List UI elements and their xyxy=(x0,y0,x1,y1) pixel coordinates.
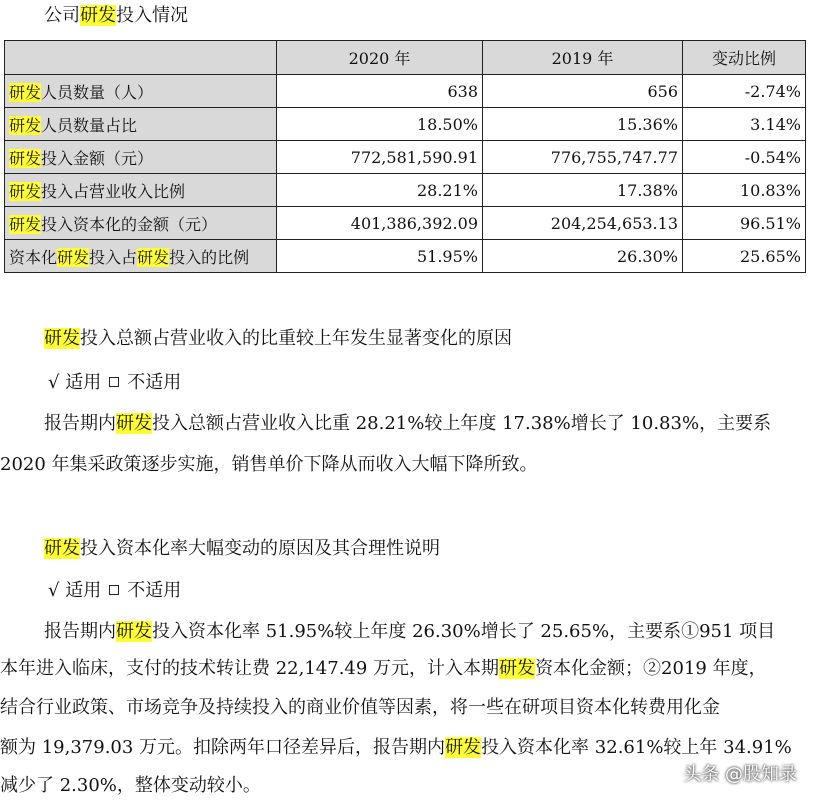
label-part: 投入资本化的金额（元） xyxy=(41,214,218,234)
s2-l4-hl: 研发 xyxy=(445,737,482,758)
check-mark-icon: √ xyxy=(48,580,60,601)
title-highlight: 研发 xyxy=(80,5,116,26)
s2-l1-pre: 报告期内 xyxy=(44,621,116,642)
s2-l5: 减少了 2.30%，整体变动较小。 xyxy=(0,775,261,796)
value-2020: 51.95% xyxy=(277,240,483,273)
s2-l2-post: 资本化金额；②2019 年度， xyxy=(535,658,767,679)
section-title xyxy=(44,4,188,28)
label-part: 人员数量（人） xyxy=(41,82,154,102)
row-label xyxy=(5,108,277,141)
section2-line4 xyxy=(0,736,813,760)
section2-heading-text: 投入资本化率大幅变动的原因及其合理性说明 xyxy=(80,538,440,559)
table-row xyxy=(5,141,806,174)
not-applicable-label: 不适用 xyxy=(127,580,182,601)
table-row xyxy=(5,240,806,273)
section2-heading xyxy=(0,537,813,561)
section1-checkbox-row xyxy=(48,371,181,395)
s1-l1-hl: 研发 xyxy=(116,413,152,434)
header-change: 变动比例 xyxy=(683,41,806,75)
empty-checkbox-icon xyxy=(109,377,119,387)
section1-line1 xyxy=(0,412,813,436)
s2-l2-pre: 本年进入临床，支付的技术转让费 22,147.49 万元，计入本期 xyxy=(0,658,500,679)
s2-l4-pre: 额为 19,379.03 万元。扣除两年口径差异后，报告期内 xyxy=(0,737,446,758)
value-change: 3.14% xyxy=(683,108,806,141)
s1-l2: 2020 年集采政策逐步实施，销售单价下降从而收入大幅下降所致。 xyxy=(0,454,538,475)
rd-investment-table xyxy=(4,40,806,273)
label-part: 投入占 xyxy=(89,247,138,267)
value-2020: 401,386,392.09 xyxy=(277,207,483,240)
applicable-label: 适用 xyxy=(65,580,102,601)
label-part: 研发 xyxy=(9,148,42,168)
label-part: 资本化 xyxy=(9,247,58,267)
label-part: 投入的比例 xyxy=(169,247,250,267)
section2-checkbox-row xyxy=(48,579,181,603)
value-change: 10.83% xyxy=(683,174,806,207)
value-2019: 656 xyxy=(483,75,683,108)
row-label xyxy=(5,207,277,240)
value-change: -0.54% xyxy=(683,141,806,174)
row-label xyxy=(5,174,277,207)
table-row xyxy=(5,75,806,108)
s2-l1-post: 投入资本化率 51.95%较上年度 26.30%增长了 25.65%，主要系①951 项目 xyxy=(152,621,776,642)
label-part: 研发 xyxy=(57,247,90,267)
value-change: -2.74% xyxy=(683,75,806,108)
s2-l1-hl: 研发 xyxy=(116,621,152,642)
value-2020: 638 xyxy=(277,75,483,108)
value-change: 96.51% xyxy=(683,207,806,240)
table-row xyxy=(5,174,806,207)
s1-l1-pre: 报告期内 xyxy=(44,413,116,434)
table-row xyxy=(5,108,806,141)
s2-l3: 结合行业政策、市场竞争及持续投入的商业价值等因素，将一些在研项目资本化转费用化金 xyxy=(0,697,720,718)
header-label xyxy=(5,41,277,75)
applicable-label: 适用 xyxy=(65,372,102,393)
header-2020: 2020 年 xyxy=(277,41,483,75)
value-2019: 15.36% xyxy=(483,108,683,141)
title-text: 公司 xyxy=(44,5,80,26)
table-row xyxy=(5,207,806,240)
section1-heading-hl: 研发 xyxy=(44,328,80,349)
table-header-row xyxy=(5,41,806,75)
section2-line3 xyxy=(0,696,813,720)
label-part: 研发 xyxy=(9,181,42,201)
row-label xyxy=(5,75,277,108)
value-2019: 26.30% xyxy=(483,240,683,273)
row-label xyxy=(5,141,277,174)
value-2020: 28.21% xyxy=(277,174,483,207)
header-2019: 2019 年 xyxy=(483,41,683,75)
section1-heading-text: 投入总额占营业收入的比重较上年发生显著变化的原因 xyxy=(80,328,512,349)
value-change: 25.65% xyxy=(683,240,806,273)
s1-l1-post: 投入总额占营业收入比重 28.21%较上年度 17.38%增长了 10.83%，主要系 xyxy=(152,413,772,434)
not-applicable-label: 不适用 xyxy=(127,372,182,393)
label-part: 投入占营业收入比例 xyxy=(41,181,186,201)
label-part: 投入金额（元） xyxy=(41,148,154,168)
section2-line2 xyxy=(0,657,813,681)
section2-line1 xyxy=(0,620,813,644)
label-part: 人员数量占比 xyxy=(41,115,138,135)
label-part: 研发 xyxy=(9,115,42,135)
section1-line2 xyxy=(0,453,813,477)
value-2020: 18.50% xyxy=(277,108,483,141)
label-part: 研发 xyxy=(9,82,42,102)
value-2020: 772,581,590.91 xyxy=(277,141,483,174)
label-part: 研发 xyxy=(137,247,170,267)
title-text-end: 投入情况 xyxy=(116,5,188,26)
s2-l2-hl: 研发 xyxy=(499,658,536,679)
watermark: 头条 @股知录 xyxy=(683,764,797,785)
empty-checkbox-icon xyxy=(109,585,119,595)
value-2019: 204,254,653.13 xyxy=(483,207,683,240)
section1-heading xyxy=(0,327,813,351)
value-2019: 776,755,747.77 xyxy=(483,141,683,174)
s2-l4-post: 投入资本化率 32.61%较上年 34.91% xyxy=(481,737,792,758)
check-mark-icon: √ xyxy=(48,372,60,393)
section2-heading-hl: 研发 xyxy=(44,538,80,559)
value-2019: 17.38% xyxy=(483,174,683,207)
label-part: 研发 xyxy=(9,214,42,234)
row-label xyxy=(5,240,277,273)
